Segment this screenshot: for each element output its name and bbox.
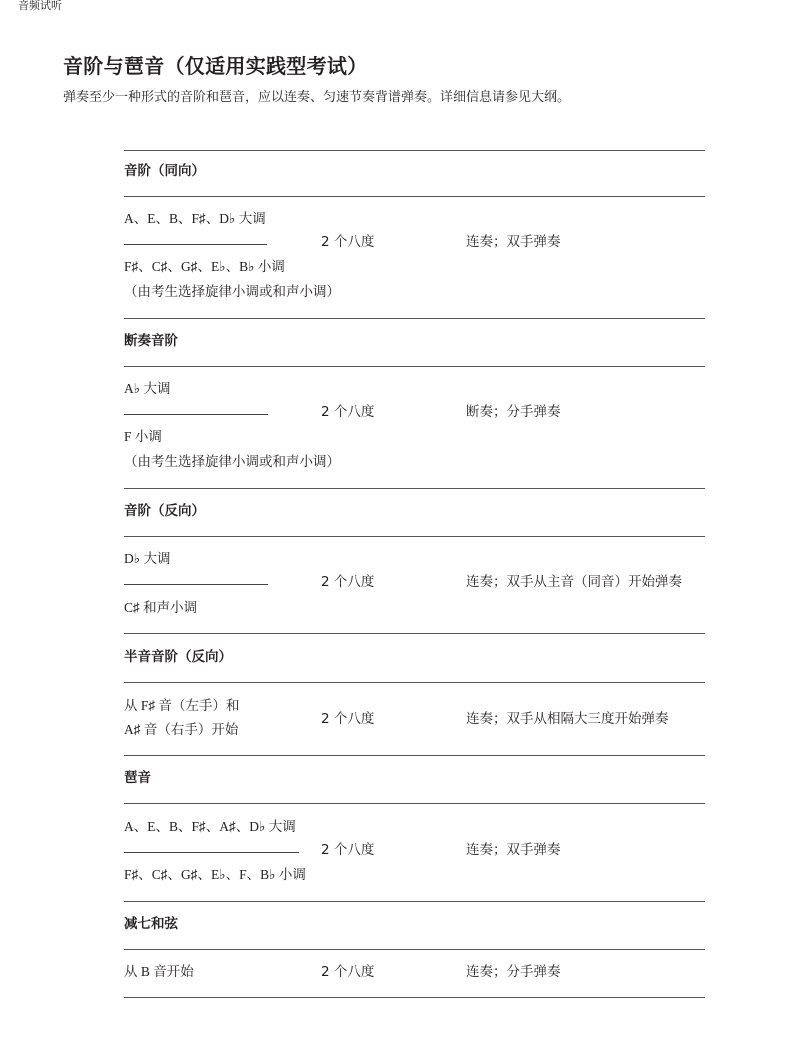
divider (124, 536, 705, 537)
octave-range: 2 个八度 (321, 234, 375, 250)
divider (124, 366, 705, 367)
audio-preview-tab[interactable]: 音频试听 (18, 0, 62, 12)
section-heading-staccato-scales: 断奏音阶 (124, 333, 178, 349)
octave-range: 2 个八度 (321, 404, 375, 420)
articulation: 连奏；双手弹奏 (466, 842, 561, 858)
articulation: 连奏；分手弹奏 (466, 964, 561, 980)
key-list-major: D♭ 大调 (124, 551, 171, 566)
divider (124, 755, 705, 756)
key-separator-rule (124, 852, 299, 853)
minor-choice-note: （由考生选择旋律小调或和声小调） (124, 284, 340, 300)
divider (124, 997, 705, 998)
starting-note-left: 从 F♯ 音（左手）和 (124, 698, 240, 713)
divider (124, 633, 705, 634)
octave-range: 2 个八度 (321, 964, 375, 980)
articulation: 连奏；双手从相隔大三度开始弹奏 (466, 711, 669, 727)
key-separator-rule (124, 414, 268, 415)
articulation: 连奏；双手从主音（同音）开始弹奏 (466, 574, 682, 590)
divider (124, 949, 705, 950)
octave-range: 2 个八度 (321, 842, 375, 858)
divider (124, 318, 705, 319)
key-list-minor: F 小调 (124, 429, 162, 444)
octave-range: 2 个八度 (321, 711, 375, 727)
section-heading-scales-contrary: 音阶（反向） (124, 503, 205, 519)
minor-choice-note: （由考生选择旋律小调或和声小调） (124, 454, 340, 470)
divider (124, 682, 705, 683)
section-heading-chromatic-contrary: 半音音阶（反向） (124, 649, 232, 665)
octave-range: 2 个八度 (321, 574, 375, 590)
starting-note: 从 B 音开始 (124, 964, 194, 979)
section-heading-diminished-seventh: 减七和弦 (124, 916, 178, 932)
page-subtitle: 弹奏至少一种形式的音阶和琶音，应以连奏、匀速节奏背谱弹奏。详细信息请参见大纲。 (63, 90, 571, 105)
starting-note-right: A♯ 音（右手）开始 (124, 722, 239, 737)
section-heading-scales-similar: 音阶（同向） (124, 163, 205, 179)
key-separator-rule (124, 244, 267, 245)
key-list-minor: F♯、C♯、G♯、E♭、B♭ 小调 (124, 259, 285, 274)
articulation: 连奏；双手弹奏 (466, 234, 561, 250)
divider (124, 901, 705, 902)
divider (124, 196, 705, 197)
articulation: 断奏；分手弹奏 (466, 404, 561, 420)
key-separator-rule (124, 584, 268, 585)
key-list-major: A♭ 大调 (124, 381, 171, 396)
key-list-minor: C♯ 和声小调 (124, 600, 198, 615)
divider (124, 488, 705, 489)
page-title: 音阶与琶音（仅适用实践型考试） (63, 54, 368, 78)
divider (124, 150, 705, 151)
key-list-major: A、E、B、F♯、A♯、D♭ 大调 (124, 819, 296, 834)
key-list-minor: F♯、C♯、G♯、E♭、F、B♭ 小调 (124, 867, 306, 882)
key-list-major: A、E、B、F♯、D♭ 大调 (124, 211, 266, 226)
divider (124, 803, 705, 804)
section-heading-arpeggios: 琶音 (124, 770, 151, 786)
